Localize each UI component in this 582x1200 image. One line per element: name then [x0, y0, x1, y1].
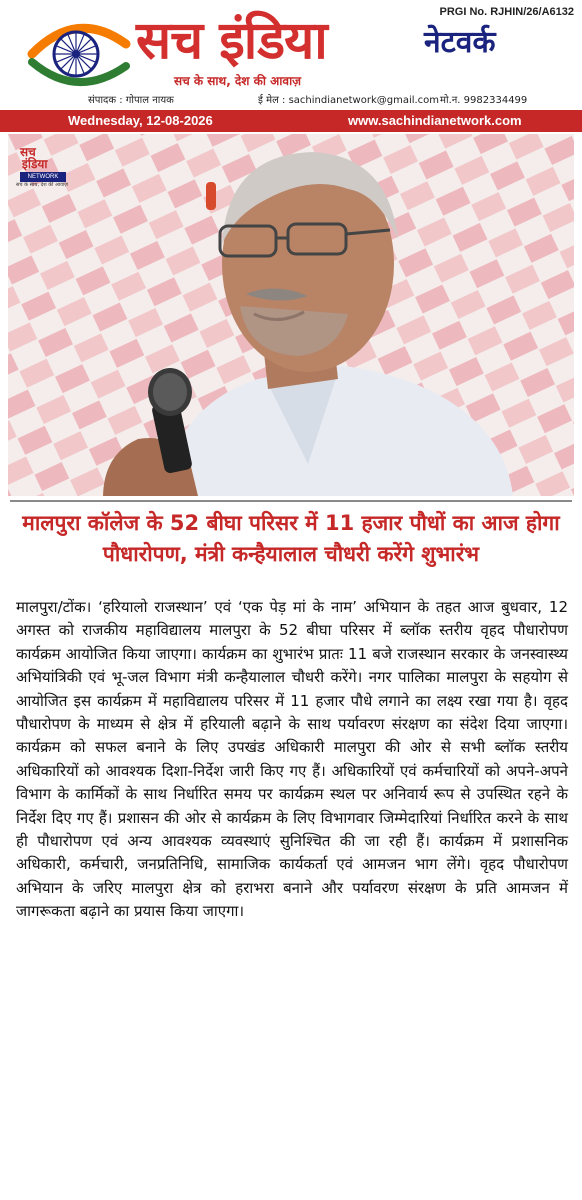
mobile-number: मो.न. 9982334499: [440, 95, 528, 106]
prgi-number: PRGI No. RJHIN/26/A6132: [439, 6, 574, 18]
brand-network: नेटवर्क: [424, 25, 496, 60]
badge-line-3: NETWORK: [20, 172, 66, 182]
badge-line-1: सच: [20, 145, 36, 159]
email-address: ई मेल : sachindianetwork@gmail.com: [258, 95, 440, 106]
article-headline: मालपुरा कॉलेज के 52 बीघा परिसर में 11 हजार पौधों का आज होगा पौधारोपण, मंत्री कन्हैयालाल चौधरी करेंगे शुभारंभ: [22, 511, 560, 566]
badge-line-2: इंडिया: [22, 157, 48, 171]
date-bar: [0, 110, 582, 132]
brand-name: सच इंडिया: [136, 11, 327, 71]
article-body: मालपुरा/टोंक। ‘हरियालो राजस्थान’ एवं ‘एक पेड़ मां के नाम’ अभियान के तहत आज बुधवार, 12 अगस्त को राजकीय महाविद्यालय मालपुरा के 52 बीघा परिसर में ब्लॉक स्तरीय वृहद पौधारोपण कार्यक्रम आयोजित किया जाएगा। कार्यक्रम का शुभारंभ प्रातः 11 बजे राजस्थान सरकार के जनस्वास्थ्य अभियांत्रिकी एवं भू-जल विभाग मंत्री कन्हैयालाल चौधरी करेंगे। नगर पालिका मालपुरा के सहयोग से आयोजित इस कार्यक्रम में महाविद्यालय परिसर में 11 हजार पौधे लगाने का लक्ष्य रखा गया है। वृहद पौधारोपण के माध्यम से क्षेत्र में हरियाली बढ़ाने के साथ पर्यावरण संरक्षण का संदेश दिया जाएगा। कार्यक्रम को सफल बनाने के लिए उपखंड अधिकारी मालपुरा की ओर से सभी ब्लॉक स्तरीय अधिकारियों को आवश्यक दिशा-निर्देश जारी किए गए हैं। अधिकारियों एवं कर्मचारियों को अपने-अपने विभाग के कार्मिकों के साथ निर्धारित समय पर कार्यक्रम स्थल पर अनिवार्य रूप से उपस्थित रहने के निर्देश दिए गए हैं। प्रशासन की ओर से कार्यक्रम के लिए विभागवार जिम्मेदारियां निर्धारित करने के साथ ही पौधारोपण एवं अन्य आवश्यक व्यवस्थाएं सुनिश्चित की जा रही हैं। कार्यक्रम में प्रशासनिक अधिकारी, कर्मचारी, जनप्रतिनिधि, सामाजिक कार्यकर्ता एवं आमजन भाग लेंगे। वृहद पौधारोपण अभियान के जरिए मालपुरा क्षेत्र को हराभरा बनाने और पर्यावरण संरक्षण के प्रति आमजन में जागरूकता बढ़ाने का प्रयास किया जाएगा।: [16, 598, 568, 921]
editor-name: संपादक : गोपाल नायक: [88, 95, 174, 106]
website-link[interactable]: www.sachindianetwork.com: [348, 113, 522, 128]
channel-badge: [14, 144, 70, 190]
speaker-photo-illustration: [8, 134, 574, 496]
news-photo: [8, 134, 574, 496]
badge-line-4: सच के साथ, देश की आवाज़: [16, 182, 68, 188]
ashoka-chakra-icon: [22, 14, 132, 90]
contact-strip: [0, 90, 582, 108]
tagline: सच के साथ, देश की आवाज़: [174, 74, 302, 88]
issue-date: Wednesday, 12-08-2026: [68, 113, 213, 128]
divider: [10, 500, 572, 502]
masthead: [0, 0, 582, 108]
